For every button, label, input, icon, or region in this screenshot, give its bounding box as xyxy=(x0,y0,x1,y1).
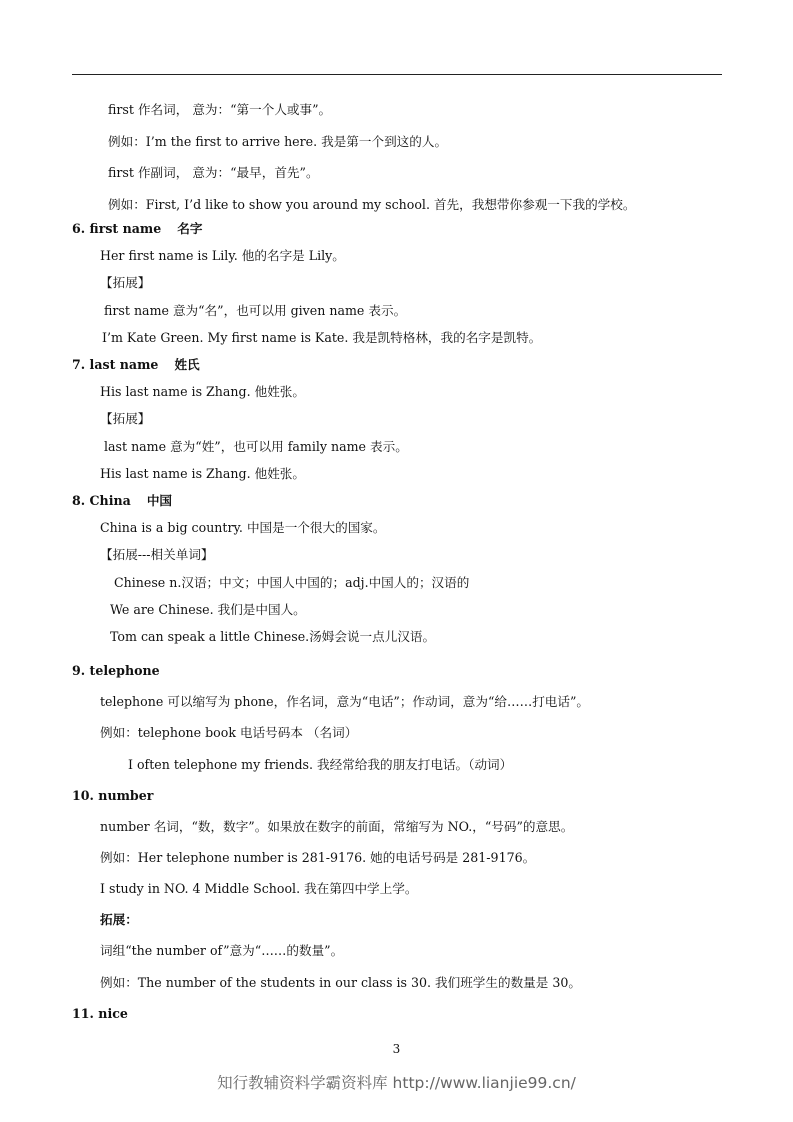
text-line: Her first name is Lily. 他的名字是 Lily。 xyxy=(100,248,345,263)
text-line: 拓展： xyxy=(100,912,138,927)
text-line: 例如：telephone book 电话号码本 （名词） xyxy=(100,725,358,740)
heading-china xyxy=(72,493,172,509)
text-line: telephone 可以缩写为 phone，作名词，意为“电话”；作动词，意为“给……打电话”。 xyxy=(100,694,590,709)
text-line: last name 意为“姓”，也可以用 family name 表示。 xyxy=(104,439,408,454)
text-line: I’m Kate Green. My first name is Kate. 我是凯特格林，我的名字是凯特。 xyxy=(102,330,542,345)
footer-watermark: 知行教辅资料学霸资料库 http://www.lianjie99.cn/ xyxy=(217,1074,576,1092)
text-line: first name 意为“名”，也可以用 given name 表示。 xyxy=(104,303,407,318)
page-number: 3 xyxy=(392,1042,401,1056)
text-line: 例如：The number of the students in our class is 30. 我们班学生的数量是 30。 xyxy=(100,975,581,990)
text-line: Tom can speak a little Chinese.汤姆会说一点儿汉语。 xyxy=(110,629,436,644)
heading-nice xyxy=(72,1006,128,1022)
text-line: We are Chinese. 我们是中国人。 xyxy=(110,602,306,617)
heading-last-name xyxy=(72,357,200,373)
heading-en: 8. China xyxy=(72,493,131,508)
text-line: I study in NO. 4 Middle School. 我在第四中学上学。 xyxy=(100,881,418,896)
heading-en: 7. last name xyxy=(72,357,159,372)
text-line: 词组“the number of”意为“……的数量”。 xyxy=(100,943,344,958)
text-line: 【拓展---相关单词】 xyxy=(100,547,214,562)
text-line: 例如：I’m the first to arrive here. 我是第一个到这的人。 xyxy=(108,134,448,149)
text-line: I often telephone my friends. 我经常给我的朋友打电话。（动词） xyxy=(128,757,513,772)
heading-en: 10. number xyxy=(72,788,154,803)
header-rule xyxy=(72,74,722,75)
text-line: 例如：First, I’d like to show you around my school. 首先，我想带你参观一下我的学校。 xyxy=(108,197,636,212)
text-line: number 名词，“数，数字”。如果放在数字的前面，常缩写为 NO.，“号码”的意思。 xyxy=(100,819,574,834)
heading-en: 11. nice xyxy=(72,1006,128,1021)
text-line: first 作副词， 意为：“最早，首先”。 xyxy=(108,165,319,180)
heading-en: 9. telephone xyxy=(72,663,160,678)
text-line: 【拓展】 xyxy=(100,275,151,290)
text-line: first 作名词， 意为：“第一个人或事”。 xyxy=(108,102,332,117)
text-line: China is a big country. 中国是一个很大的国家。 xyxy=(100,520,386,535)
text-line: 例如：Her telephone number is 281-9176. 她的电话号码是 281-9176。 xyxy=(100,850,536,865)
heading-first-name xyxy=(72,221,202,237)
heading-number xyxy=(72,788,153,804)
text-line: 【拓展】 xyxy=(100,411,151,426)
heading-telephone xyxy=(72,663,160,679)
text-line: His last name is Zhang. 他姓张。 xyxy=(100,466,305,481)
heading-zh: 姓氏 xyxy=(174,357,200,372)
heading-zh: 名字 xyxy=(177,221,203,236)
text-line: Chinese n.汉语；中文；中国人中国的；adj.中国人的；汉语的 xyxy=(114,575,470,590)
heading-zh: 中国 xyxy=(146,493,172,508)
heading-en: 6. first name xyxy=(72,221,162,236)
text-line: His last name is Zhang. 他姓张。 xyxy=(100,384,305,399)
